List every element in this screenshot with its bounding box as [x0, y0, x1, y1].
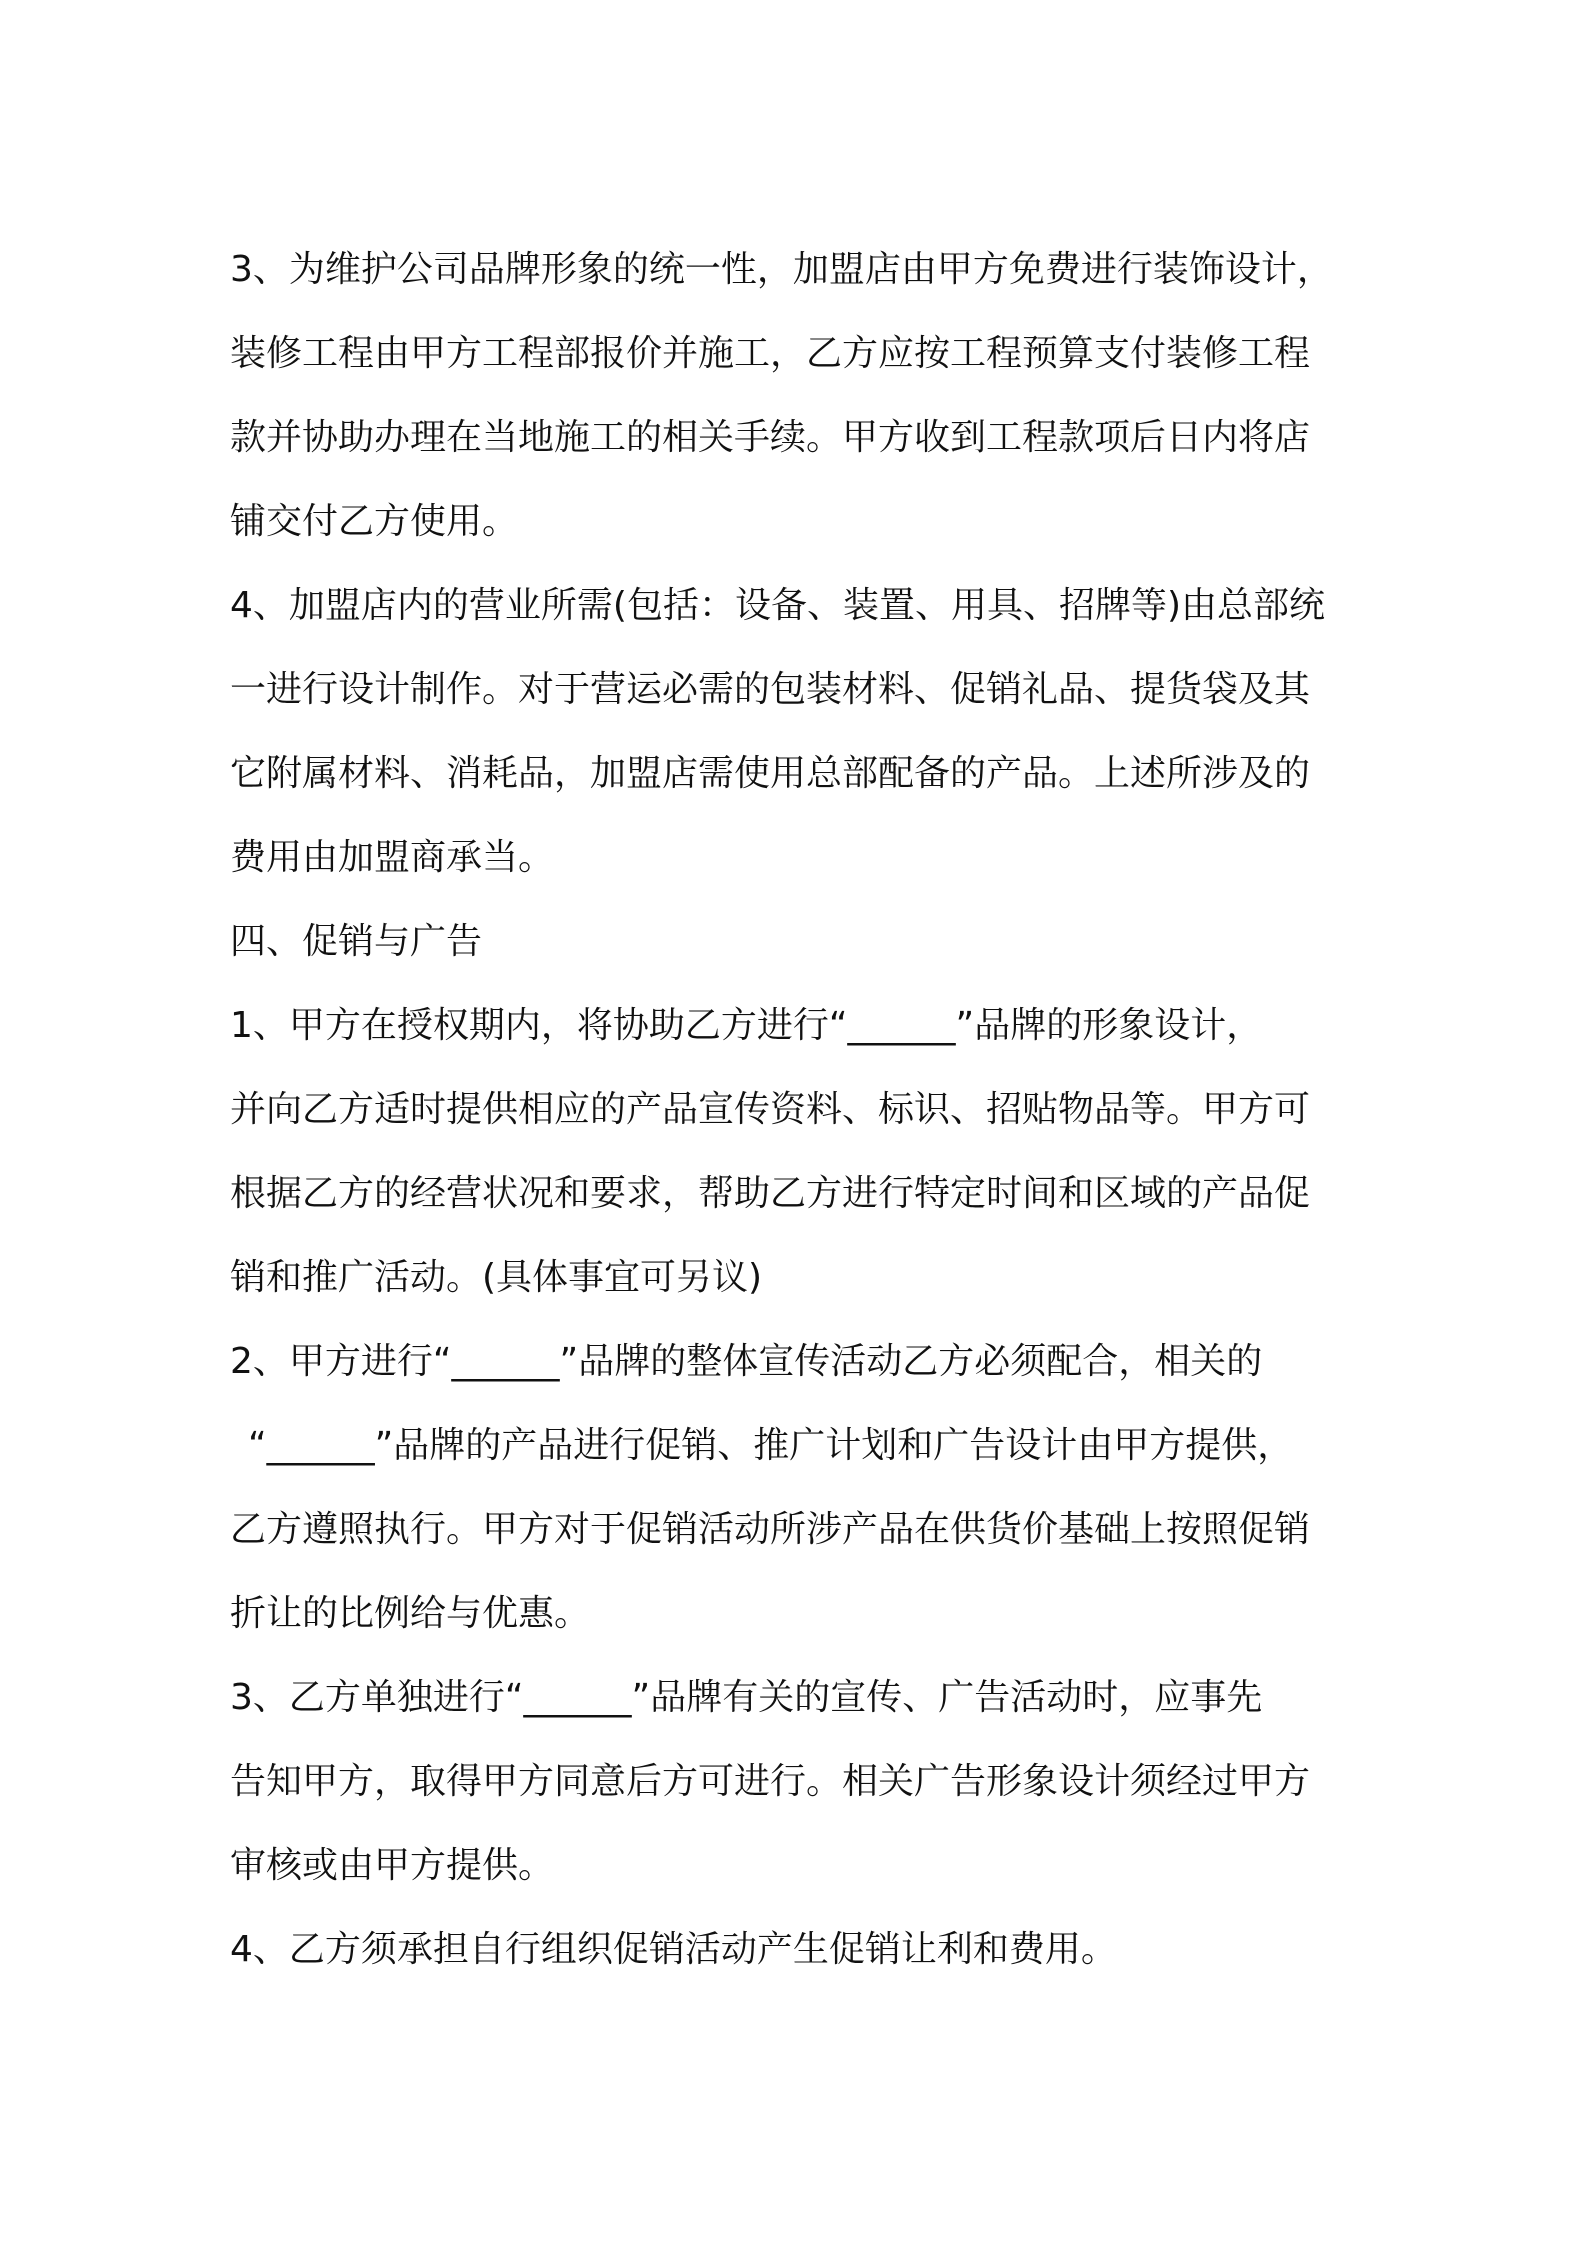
section-heading: 四、促销与广告	[230, 921, 483, 962]
text-line: “______”品牌的产品进行促销、推广计划和广告设计由甲方提供，	[248, 1425, 1294, 1466]
text-line: 款并协助办理在当地施工的相关手续。甲方收到工程款项后日内将店	[230, 417, 1311, 458]
text-line: 一进行设计制作。对于营运必需的包装材料、促销礼品、提货袋及其	[230, 669, 1311, 710]
text-line: 装修工程由甲方工程部报价并施工，乙方应按工程预算支付装修工程	[230, 333, 1311, 374]
text-line: 审核或由甲方提供。	[230, 1845, 555, 1886]
text-line: 1、甲方在授权期内，将协助乙方进行“______”品牌的形象设计，	[230, 1005, 1263, 1046]
text-line: 4、加盟店内的营业所需(包括：设备、装置、用具、招牌等)由总部统	[230, 585, 1325, 626]
text-line: 根据乙方的经营状况和要求，帮助乙方进行特定时间和区域的产品促	[230, 1173, 1311, 1214]
text-line: 它附属材料、消耗品，加盟店需使用总部配备的产品。上述所涉及的	[230, 753, 1311, 794]
text-line: 乙方遵照执行。甲方对于促销活动所涉产品在供货价基础上按照促销	[230, 1509, 1311, 1550]
text-line: 费用由加盟商承当。	[230, 837, 555, 878]
text-line: 4、乙方须承担自行组织促销活动产生促销让利和费用。	[230, 1929, 1117, 1970]
text-line: 折让的比例给与优惠。	[230, 1593, 591, 1634]
text-line: 3、为维护公司品牌形象的统一性，加盟店由甲方免费进行装饰设计，	[230, 249, 1333, 290]
document-body	[230, 228, 1376, 1992]
text-line: 销和推广活动。(具体事宜可另议)	[230, 1257, 763, 1298]
text-line: 铺交付乙方使用。	[230, 501, 519, 542]
text-line: 告知甲方，取得甲方同意后方可进行。相关广告形象设计须经过甲方	[230, 1761, 1311, 1802]
text-line: 并向乙方适时提供相应的产品宣传资料、标识、招贴物品等。甲方可	[230, 1089, 1311, 1130]
text-line: 3、乙方单独进行“______”品牌有关的宣传、广告活动时，应事先	[230, 1677, 1263, 1718]
text-line: 2、甲方进行“______”品牌的整体宣传活动乙方必须配合，相关的	[230, 1341, 1263, 1382]
